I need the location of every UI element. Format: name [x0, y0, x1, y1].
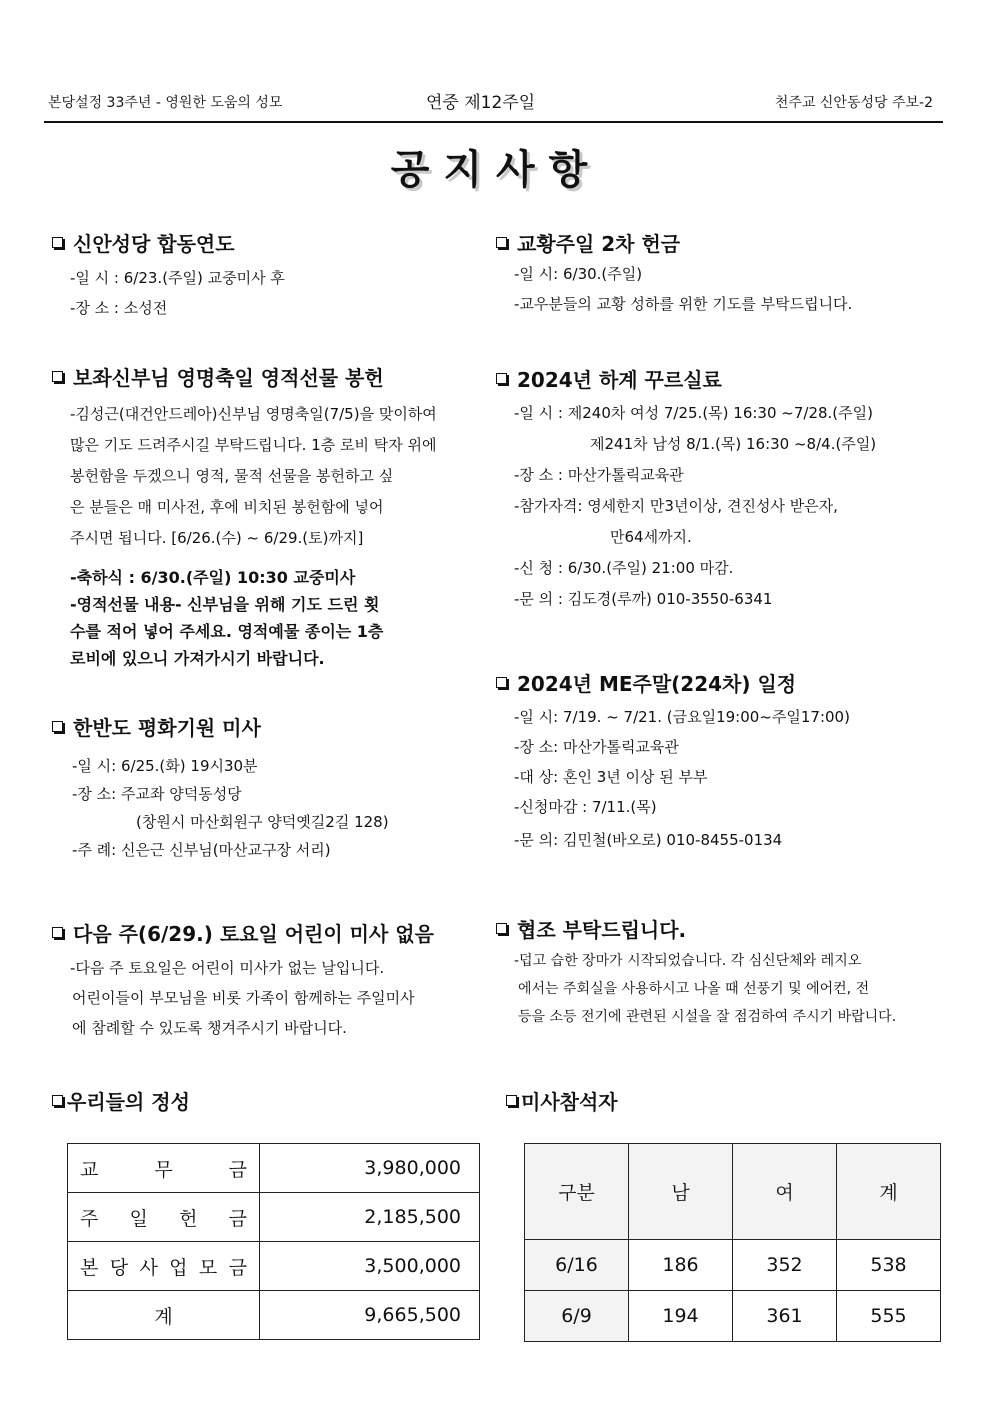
checkbox-icon — [496, 923, 507, 934]
checkbox-icon — [52, 1095, 63, 1106]
table-cell: 555 — [837, 1291, 941, 1342]
section-offering — [50, 1086, 190, 1115]
bold-paragraph: -축하식 : 6/30.(주일) 10:30 교중미사 -영적선물 내용- 신부님을 위해 기도 드린 횟 수를 적어 넣어 주세요. 영적예물 종이는 1층 로비에 있으니 가져가시기 바랍니다. — [70, 568, 384, 668]
checkbox-icon — [52, 237, 63, 248]
text-line: -장 소: 주교좌 양덕동성당 — [72, 785, 242, 803]
paragraph: -김성근(대건안드레아)신부님 영명축일(7/5)을 맞이하여 많은 기도 드려주시길 부탁드립니다. 1층 로비 탁자 위에 봉헌함을 두겠으니 영적, 물적 선물을 봉헌하고 싶 은 분들은 매 미사전, 후에 비치된 봉헌함에 넣어 주시면 됩니다. [6/26.(수) ~ 6/29.(토)까지] — [70, 405, 437, 547]
section-title: 2024년 하계 꾸르실료 — [494, 364, 944, 393]
bulletin-header — [44, 88, 943, 114]
section-title: 보좌신부님 영명축일 영적선물 봉헌 — [50, 362, 490, 391]
table-header-row — [525, 1144, 941, 1240]
table-cell: 352 — [733, 1240, 837, 1291]
section-title: 우리들의 정성 — [50, 1086, 190, 1115]
section-pope-collection — [494, 228, 944, 314]
table-cell: 3,500,000 — [260, 1242, 480, 1291]
table-cell: 361 — [733, 1291, 837, 1342]
paragraph: -덥고 습한 장마가 시작되었습니다. 각 심신단체와 레지오 에서는 주회실을 사용하시고 나올 때 선풍기 및 에어컨, 전 등을 소등 전기에 관련된 시설을 잘 점검하여 주시기 바랍니다. — [514, 953, 897, 1025]
header-center: 연중 제12주일 — [426, 93, 536, 113]
checkbox-icon — [496, 237, 507, 248]
section-attendance — [504, 1086, 618, 1115]
text-line: -장 소 : 소성전 — [70, 299, 168, 317]
table-header-cell: 남 — [629, 1144, 733, 1240]
header-left: 본당설정 33주년 - 영원한 도움의 성모 — [48, 95, 283, 111]
info-list: -일 시 : 제240차 여성 7/25.(목) 16:30 ~7/28.(주일) 제241차 남성 8/1.(목) 16:30 ~8/4.(주일) -장 소 : 마산가톨릭교육관 -참가자격: 영세한지 만3년이상, 견진성사 받은자, 만64세까지. -신 청 : 6/30.(주일) 21:00 마감. -문 의 : 김도경(루까) 010-3550-6341 — [514, 404, 877, 608]
table-cell: 9,665,500 — [260, 1291, 480, 1340]
text-line: -일 시: 6/25.(화) 19시30분 — [72, 757, 258, 775]
table-cell: 6/16 — [525, 1240, 629, 1291]
table-row — [68, 1193, 480, 1242]
table-row — [68, 1291, 480, 1340]
table-cell: 2,185,500 — [260, 1193, 480, 1242]
section-cursillo — [494, 364, 944, 615]
table-header-cell: 여 — [733, 1144, 837, 1240]
text-line: (창원시 마산회원구 양덕옛길2길 128) — [136, 813, 389, 831]
table-cell: 194 — [629, 1291, 733, 1342]
section-title: 협조 부탁드립니다. — [494, 914, 944, 943]
table-cell: 538 — [837, 1240, 941, 1291]
table-cell: 계 — [68, 1291, 260, 1340]
section-cooperation — [494, 914, 944, 1031]
text-line: 에 참례할 수 있도록 챙겨주시기 바랍니다. — [72, 1019, 347, 1037]
table-cell: 3,980,000 — [260, 1144, 480, 1193]
section-title: 2024년 ME주말(224차) 일정 — [494, 668, 944, 697]
checkbox-icon — [496, 677, 507, 688]
section-title: 교황주일 2차 헌금 — [494, 228, 944, 257]
table-cell: 교 무 금 — [68, 1144, 260, 1193]
table-row — [68, 1144, 480, 1193]
page-title: 공지사항 — [390, 147, 602, 193]
section-peace-mass — [50, 712, 480, 860]
text-line: 어린이들이 부모님을 비롯 가족이 함께하는 주일미사 — [72, 989, 415, 1007]
checkbox-icon — [52, 371, 63, 382]
info-list: -일 시: 7/19. ~ 7/21. (금요일19:00~주일17:00) -장 소: 마산가톨릭교육관 -대 상: 혼인 3년 이상 된 부부 -신청마감 : 7/11.(목) -문 의: 김민철(바오로) 010-8455-0134 — [514, 708, 850, 849]
table-row — [525, 1240, 941, 1291]
section-children-mass — [50, 918, 490, 1038]
text-line: -일 시: 6/30.(주일) — [514, 265, 643, 283]
offering-table — [67, 1143, 480, 1340]
section-feast-gift — [50, 362, 490, 672]
table-cell: 186 — [629, 1240, 733, 1291]
table-header-cell: 계 — [837, 1144, 941, 1240]
header-right: 천주교 신안동성당 주보-2 — [774, 95, 933, 111]
section-title: 미사참석자 — [504, 1086, 618, 1115]
checkbox-icon — [496, 373, 507, 384]
checkbox-icon — [52, 927, 63, 938]
section-joint-memorial — [50, 228, 480, 318]
table-cell: 주 일 헌 금 — [68, 1193, 260, 1242]
attendance-table — [524, 1143, 941, 1342]
section-me-weekend — [494, 668, 944, 855]
table-cell: 본 당 사 업 모 금 — [68, 1242, 260, 1291]
section-title: 한반도 평화기원 미사 — [50, 712, 480, 741]
section-title: 다음 주(6/29.) 토요일 어린이 미사 없음 — [50, 918, 490, 947]
text-line: -다음 주 토요일은 어린이 미사가 없는 날입니다. — [70, 959, 385, 977]
table-row — [525, 1291, 941, 1342]
section-title: 신안성당 합동연도 — [50, 228, 480, 257]
text-line: -주 례: 신은근 신부님(마산교구장 서리) — [72, 841, 331, 859]
table-header-cell: 구분 — [525, 1144, 629, 1240]
text-line: -일 시 : 6/23.(주일) 교중미사 후 — [70, 269, 285, 287]
text-line: -교우분들의 교황 성하를 위한 기도를 부탁드립니다. — [514, 295, 853, 313]
header-divider — [44, 121, 943, 123]
table-cell: 6/9 — [525, 1291, 629, 1342]
table-row — [68, 1242, 480, 1291]
checkbox-icon — [506, 1095, 517, 1106]
checkbox-icon — [52, 721, 63, 732]
